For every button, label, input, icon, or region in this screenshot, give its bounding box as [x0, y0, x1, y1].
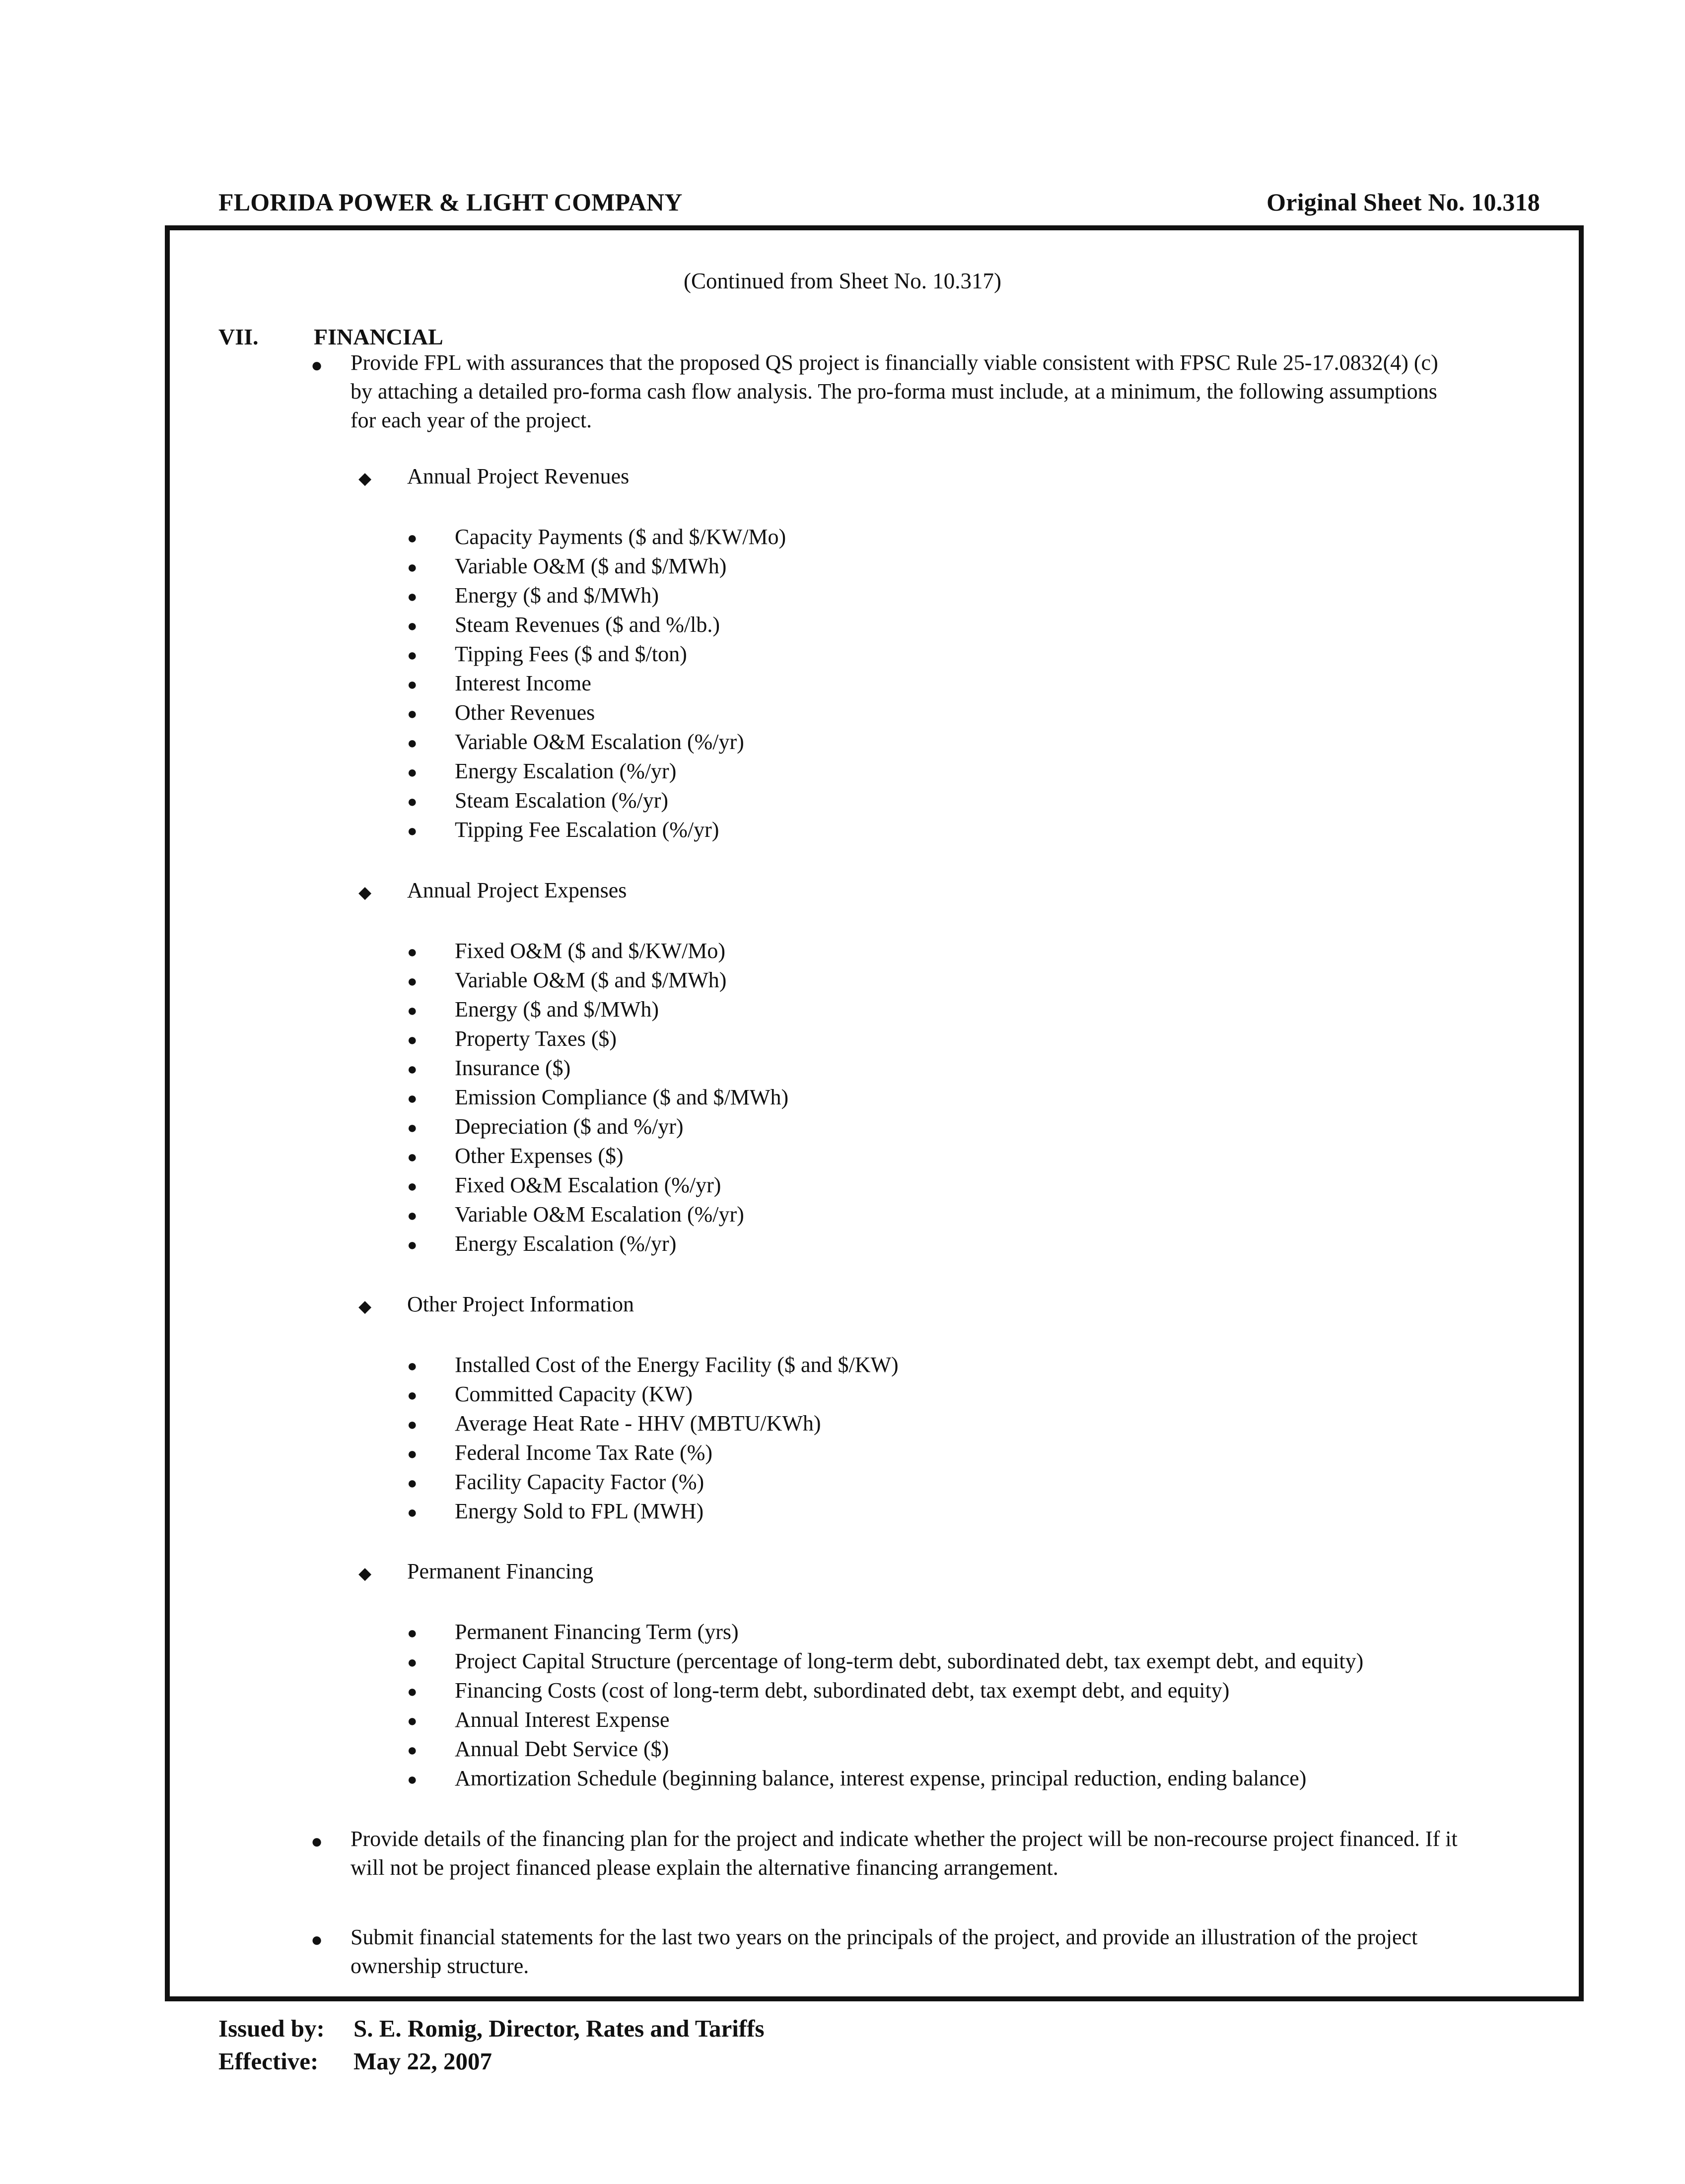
list-item: Depreciation ($ and %/yr) [455, 1114, 684, 1139]
bullet-icon: ● [407, 1386, 418, 1405]
continued-note: (Continued from Sheet No. 10.317) [684, 269, 1001, 293]
list-item: Energy ($ and $/MWh) [455, 583, 659, 608]
bullet-icon: ● [407, 646, 418, 665]
list-item: Installed Cost of the Energy Facility ($ and $/KW) [455, 1353, 899, 1377]
content-frame [165, 225, 1584, 2001]
list-item: Tipping Fee Escalation (%/yr) [455, 818, 719, 842]
group-title: Annual Project Revenues [407, 464, 630, 488]
paragraph-line: will not be project financed please explain the alternative financing arrangement. [351, 1855, 1058, 1880]
list-item: Energy Sold to FPL (MWH) [455, 1499, 704, 1523]
bullet-icon: ● [407, 1653, 418, 1672]
bullet-icon: ● [407, 1445, 418, 1463]
issued-by-value: S. E. Romig, Director, Rates and Tariffs [353, 2015, 765, 2042]
bullet-icon: ● [407, 1741, 418, 1760]
list-item: Annual Interest Expense [455, 1707, 670, 1732]
paragraph-line: Submit financial statements for the last two years on the principals of the project, and provide an illustration of the project [351, 1925, 1418, 1949]
bullet-icon: ● [407, 588, 418, 606]
bullet-icon: ● [407, 558, 418, 577]
intro-line: for each year of the project. [351, 408, 592, 432]
list-item: Interest Income [455, 671, 591, 695]
bullet-icon: ● [407, 793, 418, 811]
list-item: Financing Costs (cost of long-term debt, subordinated debt, tax exempt debt, and equity) [455, 1678, 1230, 1703]
bullet-icon: ● [311, 1928, 323, 1951]
bullet-icon: ● [407, 1060, 418, 1079]
bullet-icon: ● [407, 1712, 418, 1730]
bullet-icon: ● [407, 676, 418, 694]
intro-line: by attaching a detailed pro-forma cash flow analysis. The pro-forma must include, at a minimum, the following assumptions [351, 379, 1437, 404]
effective-label: Effective: [218, 2048, 319, 2075]
list-item: Other Expenses ($) [455, 1144, 624, 1168]
list-item: Variable O&M ($ and $/MWh) [455, 554, 727, 578]
bullet-icon: ● [311, 1830, 323, 1852]
bullet-icon: ● [407, 1002, 418, 1020]
group-title: Permanent Financing [407, 1559, 594, 1583]
list-item: Committed Capacity (KW) [455, 1382, 693, 1406]
list-item: Energy Escalation (%/yr) [455, 1231, 677, 1256]
bullet-icon: ● [407, 1148, 418, 1166]
bullet-icon: ● [311, 354, 323, 376]
bullet-icon: ● [407, 1474, 418, 1493]
section-number: VII. [218, 324, 259, 349]
financing-plan-paragraph [351, 1825, 1565, 1882]
intro-line: Provide FPL with assurances that the proposed QS project is financially viable consistent with FPSC Rule 25-17.0832(4) (c) [351, 350, 1438, 375]
list-item: Variable O&M Escalation (%/yr) [455, 730, 744, 754]
bullet-icon: ● [407, 1090, 418, 1108]
bullet-icon: ● [407, 1503, 418, 1522]
bullet-icon: ● [407, 1177, 418, 1196]
bullet-icon: ● [407, 972, 418, 991]
list-item: Tipping Fees ($ and $/ton) [455, 642, 687, 666]
effective-value: May 22, 2007 [353, 2048, 492, 2075]
diamond-bullet-icon: ◆ [358, 884, 372, 902]
list-item: Other Revenues [455, 700, 595, 725]
list-item: Annual Debt Service ($) [455, 1737, 669, 1761]
bullet-icon: ● [407, 734, 418, 752]
bullet-icon: ● [407, 1357, 418, 1375]
list-item: Variable O&M Escalation (%/yr) [455, 1202, 744, 1227]
bullet-icon: ● [407, 705, 418, 723]
list-item: Steam Escalation (%/yr) [455, 788, 669, 813]
group-title: Annual Project Expenses [407, 878, 627, 902]
list-item: Fixed O&M ($ and $/KW/Mo) [455, 939, 726, 963]
list-item: Insurance ($) [455, 1056, 571, 1080]
bullet-icon: ● [407, 1683, 418, 1701]
list-item: Steam Revenues ($ and %/lb.) [455, 613, 720, 637]
company-name: FLORIDA POWER & LIGHT COMPANY [218, 188, 683, 216]
financial-statements-paragraph [351, 1923, 1565, 1980]
diamond-bullet-icon: ◆ [358, 470, 372, 488]
bullet-icon: ● [407, 1624, 418, 1642]
bullet-icon: ● [407, 1119, 418, 1137]
paragraph-line: ownership structure. [351, 1954, 529, 1978]
intro-paragraph [351, 348, 1565, 435]
list-item: Capacity Payments ($ and $/KW/Mo) [455, 525, 786, 549]
bullet-icon: ● [407, 1031, 418, 1049]
section-title: FINANCIAL [314, 324, 443, 349]
list-item: Federal Income Tax Rate (%) [455, 1440, 712, 1465]
list-item: Permanent Financing Term (yrs) [455, 1620, 739, 1644]
list-item: Fixed O&M Escalation (%/yr) [455, 1173, 721, 1197]
list-item: Variable O&M ($ and $/MWh) [455, 968, 727, 992]
issued-by-label: Issued by: [218, 2015, 325, 2042]
effective-line [218, 2047, 492, 2075]
bullet-icon: ● [407, 617, 418, 635]
diamond-bullet-icon: ◆ [358, 1297, 372, 1316]
list-item: Property Taxes ($) [455, 1026, 617, 1051]
list-item: Amortization Schedule (beginning balance, interest expense, principal reduction, ending balance) [455, 1766, 1307, 1790]
group-title: Other Project Information [407, 1292, 634, 1316]
list-item: Energy ($ and $/MWh) [455, 997, 659, 1022]
list-item: Emission Compliance ($ and $/MWh) [455, 1085, 789, 1109]
list-item: Average Heat Rate - HHV (MBTU/KWh) [455, 1411, 821, 1435]
bullet-icon: ● [407, 529, 418, 547]
bullet-icon: ● [407, 763, 418, 782]
sheet-number: Original Sheet No. 10.318 [1266, 188, 1540, 216]
list-item: Energy Escalation (%/yr) [455, 759, 677, 783]
bullet-icon: ● [407, 943, 418, 961]
diamond-bullet-icon: ◆ [358, 1565, 372, 1583]
bullet-icon: ● [407, 1416, 418, 1434]
bullet-icon: ● [407, 822, 418, 840]
list-item: Project Capital Structure (percentage of long-term debt, subordinated debt, tax exempt debt, and equity) [455, 1649, 1364, 1673]
bullet-icon: ● [407, 1771, 418, 1789]
paragraph-line: Provide details of the financing plan for the project and indicate whether the project will be non-recourse project financed. If it [351, 1827, 1458, 1851]
list-item: Facility Capacity Factor (%) [455, 1470, 704, 1494]
bullet-icon: ● [407, 1207, 418, 1225]
issued-by-line [218, 2014, 765, 2043]
bullet-icon: ● [407, 1236, 418, 1254]
